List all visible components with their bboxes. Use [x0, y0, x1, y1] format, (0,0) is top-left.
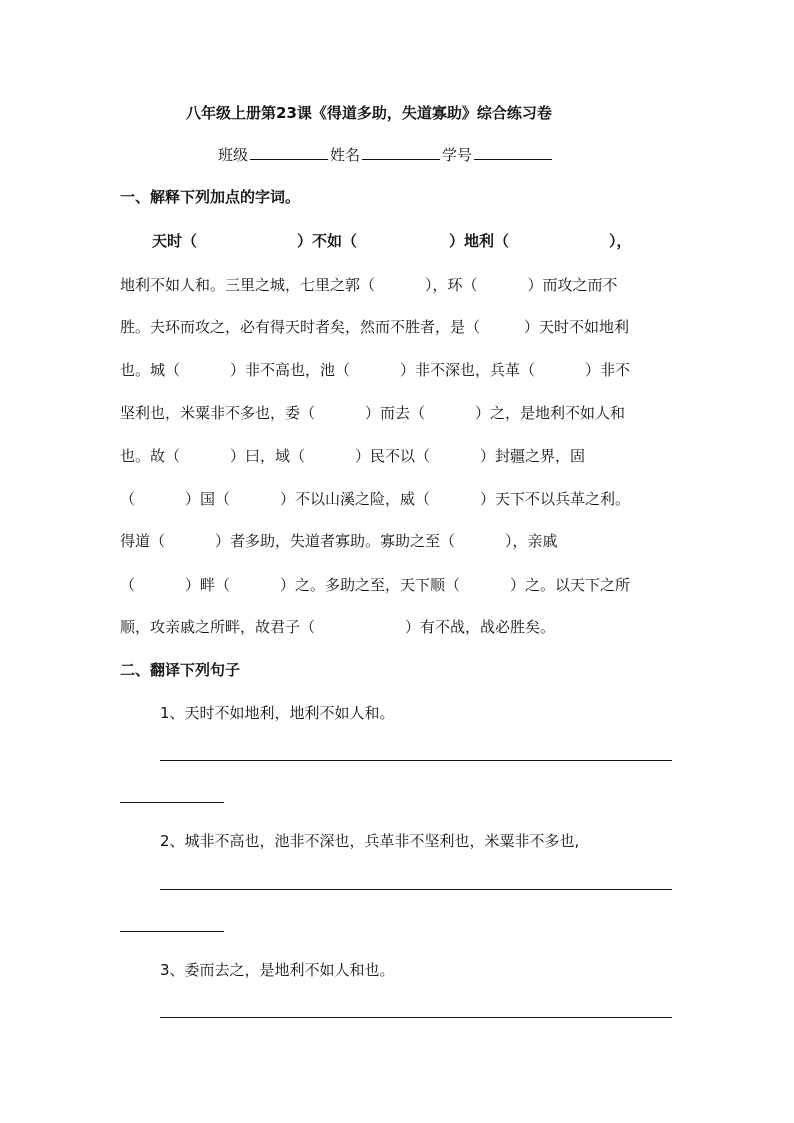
line-text: 也。故（ [120, 447, 181, 465]
section1-heading: 一、解释下列加点的字词。 [120, 188, 301, 206]
line-text: ）畔（ [185, 576, 231, 594]
answer-line[interactable] [160, 889, 672, 890]
line-text: ）而去（ [365, 404, 426, 422]
class-blank[interactable] [250, 145, 328, 160]
line-text: ）之。多助之至，天下顺（ [280, 576, 461, 594]
line-text: ）不如（ [297, 232, 358, 250]
answer-line[interactable] [120, 802, 224, 803]
translate-item-3: 3、委而去之，是地利不如人和也。 [160, 961, 395, 979]
fill-line-8 [120, 530, 558, 551]
student-info-row [218, 144, 554, 165]
line-text: ）天下不以兵革之利。 [480, 490, 631, 508]
line-text: 胜。夫环而攻之，必有得天时者矣，然而不胜者，是（ [120, 318, 481, 336]
answer-line[interactable] [120, 931, 224, 932]
answer-line[interactable] [160, 760, 672, 761]
line-text: 得道（ [120, 532, 166, 550]
fill-line-3 [120, 316, 629, 337]
line-text: ）之。以天下之所 [510, 576, 631, 594]
fill-line-7 [120, 488, 630, 509]
line-text: ）天时不如地利 [524, 318, 630, 336]
class-label: 班级 [218, 146, 249, 164]
section2-heading: 二、翻译下列句子 [120, 661, 241, 679]
translate-item-2: 2、城非不高也，池非不深也，兵革非不坚利也，米粟非不多也, [160, 832, 580, 850]
fill-line-4 [120, 359, 630, 380]
line-text: （ [120, 490, 136, 508]
line-text: （ [120, 576, 136, 594]
line-text: 也。城（ [120, 361, 181, 379]
page-title: 八年级上册第23课《得道多助，失道寡助》综合练习卷 [186, 104, 552, 122]
line-text: ）而攻之而不 [527, 276, 618, 294]
line-text: 天时（ [152, 232, 198, 250]
fill-line-5 [120, 402, 625, 423]
line-text: ）曰，域（ [230, 447, 306, 465]
fill-line-10 [120, 616, 555, 637]
line-text: 坚利也，米粟非不多也，委（ [120, 404, 316, 422]
translate-item-1: 1、天时不如地利，地利不如人和。 [160, 704, 395, 722]
line-text: ）不以山溪之险，威（ [280, 490, 431, 508]
line-text: ）地利（ [449, 232, 510, 250]
line-text: ）国（ [185, 490, 231, 508]
fill-line-2 [120, 274, 618, 295]
answer-line[interactable] [160, 1017, 672, 1018]
fill-line-9 [120, 574, 630, 595]
fill-line-6 [120, 445, 585, 466]
name-blank[interactable] [362, 145, 440, 160]
line-text: ）非不深也，兵革（ [400, 361, 536, 379]
line-text: 地利不如人和。三里之城，七里之郭（ [120, 276, 376, 294]
line-text: ），环（ [425, 276, 478, 294]
line-text: ）者多助，失道者寡助。寡助之至（ [215, 532, 456, 550]
line-text: 顺，攻亲戚之所畔，故君子（ [120, 618, 316, 636]
line-text: ）非不高也，池（ [230, 361, 351, 379]
line-text: ）之，是地利不如人和 [475, 404, 626, 422]
line-text: ），亲戚 [505, 532, 558, 550]
number-label: 学号 [442, 146, 473, 164]
line-text: ）民不以（ [355, 447, 431, 465]
fill-line-1 [152, 230, 632, 251]
line-text: ）， [609, 232, 632, 250]
line-text: ）非不 [585, 361, 631, 379]
name-label: 姓名 [330, 146, 361, 164]
number-blank[interactable] [474, 145, 552, 160]
line-text: ）封疆之界，固 [480, 447, 586, 465]
line-text: ）有不战，战必胜矣。 [405, 618, 556, 636]
